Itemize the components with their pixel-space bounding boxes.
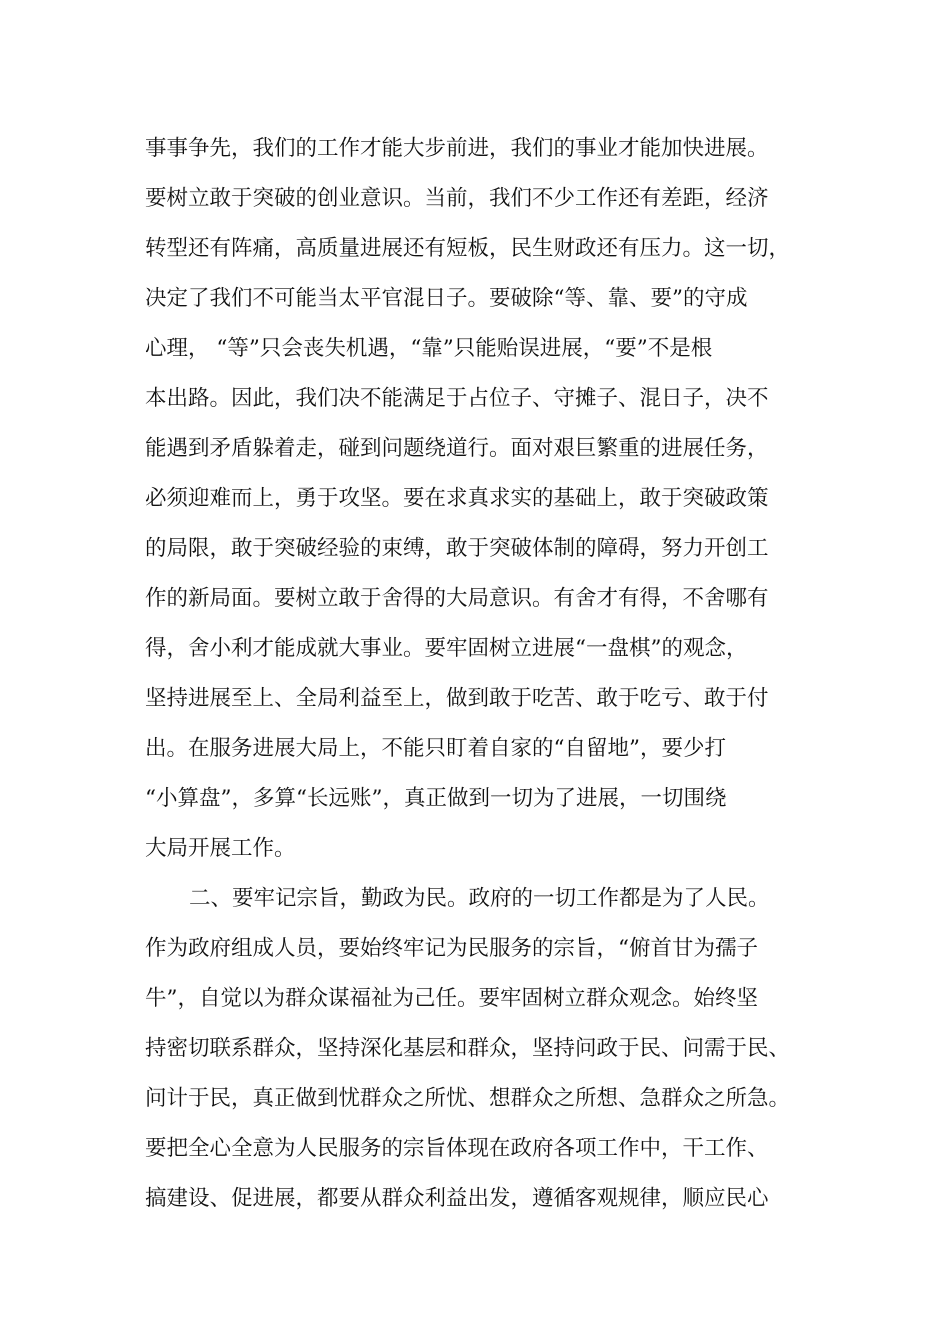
text-line: 要树立敢于突破的创业意识。当前，我们不少工作还有差距，经济 xyxy=(145,186,769,211)
text-line: 作为政府组成人员，要始终牢记为民服务的宗旨，“俯首甘为孺子 xyxy=(145,936,758,961)
text-line: 事事争先，我们的工作才能大步前进，我们的事业才能加快进展。 xyxy=(145,136,769,161)
text-line: 大局开展工作。 xyxy=(145,836,296,861)
text-line: 转型还有阵痛，高质量进展还有短板，民生财政还有压力。这一切， xyxy=(145,236,791,261)
text-line: 坚持进展至上、全局利益至上，做到敢于吃苦、敢于吃亏、敢于付 xyxy=(145,686,769,711)
text-line: 得，舍小利才能成就大事业。要牢固树立进展“一盘棋”的观念， xyxy=(145,636,748,661)
text-line: 搞建设、促进展，都要从群众利益出发，遵循客观规律，顺应民心 xyxy=(145,1186,769,1211)
text-line: 必须迎难而上，勇于攻坚。要在求真求实的基础上，敢于突破政策 xyxy=(145,486,769,511)
text-line: 作的新局面。要树立敢于舍得的大局意识。有舍才有得，不舍哪有 xyxy=(145,586,769,611)
text-line: 本出路。因此，我们决不能满足于占位子、守摊子、混日子，决不 xyxy=(145,386,769,411)
text-line: 心理， “等”只会丧失机遇，“靠”只能贻误进展，“要”不是根 xyxy=(145,336,713,361)
text-line: 要把全心全意为人民服务的宗旨体现在政府各项工作中，干工作、 xyxy=(145,1136,769,1161)
body-text xyxy=(145,124,835,1224)
text-line: 决定了我们不可能当太平官混日子。要破除“等、靠、要”的守成 xyxy=(145,286,748,311)
text-line: 出。在服务进展大局上，不能只盯着自家的“自留地”，要少打 xyxy=(145,736,726,761)
text-line: 的局限，敢于突破经验的束缚，敢于突破体制的障碍，努力开创工 xyxy=(145,536,769,561)
text-line: 能遇到矛盾躲着走，碰到问题绕道行。面对艰巨繁重的进展任务， xyxy=(145,436,769,461)
text-line: 问计于民，真正做到忧群众之所忧、想群众之所想、急群众之所急。 xyxy=(145,1086,791,1111)
text-line: “小算盘”，多算“长远账”，真正做到一切为了进展，一切围绕 xyxy=(145,786,727,811)
text-line: 持密切联系群众，坚持深化基层和群众，坚持问政于民、问需于民、 xyxy=(145,1036,791,1061)
text-line: 牛”，自觉以为群众谋福祉为己任。要牢固树立群众观念。始终坚 xyxy=(145,986,758,1011)
paragraph-start-line: 二、要牢记宗旨，勤政为民。政府的一切工作都是为了人民。 xyxy=(189,886,770,911)
